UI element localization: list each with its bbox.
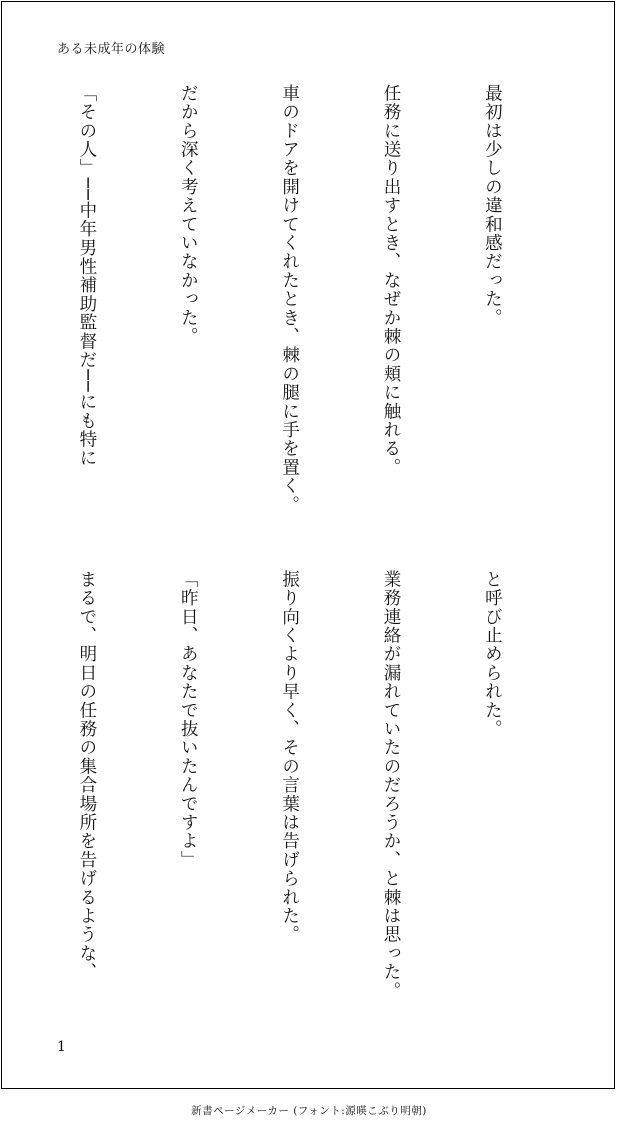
- footer-credit: 新書ページメーカー (フォント:源暎こぶり明朝): [191, 1105, 427, 1117]
- running-title: ある未成年の体験: [57, 42, 166, 57]
- text-line: 車のドアを開けてくれたとき、棘の腿に手を置く。: [279, 84, 300, 515]
- text-line: 「昨日、あなたで抜いたんですよ」: [178, 570, 199, 870]
- page-number: 1: [57, 1039, 66, 1055]
- text-line: 業務連絡が漏れていたのだろうか、と棘は思った。: [381, 570, 402, 1001]
- text-line: 最初は少しの違和感だった。: [482, 84, 503, 328]
- text-line: まるで、明日の任務の集合場所を告げるような、: [76, 570, 97, 982]
- lower-text-block: [64, 570, 576, 1010]
- text-line: だから深く考えていなかった。: [178, 84, 199, 346]
- text-line: 任務に送り出すとき、なぜか棘の頬に触れる。: [381, 84, 402, 477]
- upper-text-block: [64, 84, 576, 524]
- text-line: と呼び止められた。: [482, 570, 503, 739]
- book-page: [1, 1, 615, 1089]
- text-line: 「その人」──中年男性補助監督だ──にも特に: [76, 84, 97, 468]
- text-line: 振り向くより早く、その言葉は告げられた。: [279, 570, 300, 944]
